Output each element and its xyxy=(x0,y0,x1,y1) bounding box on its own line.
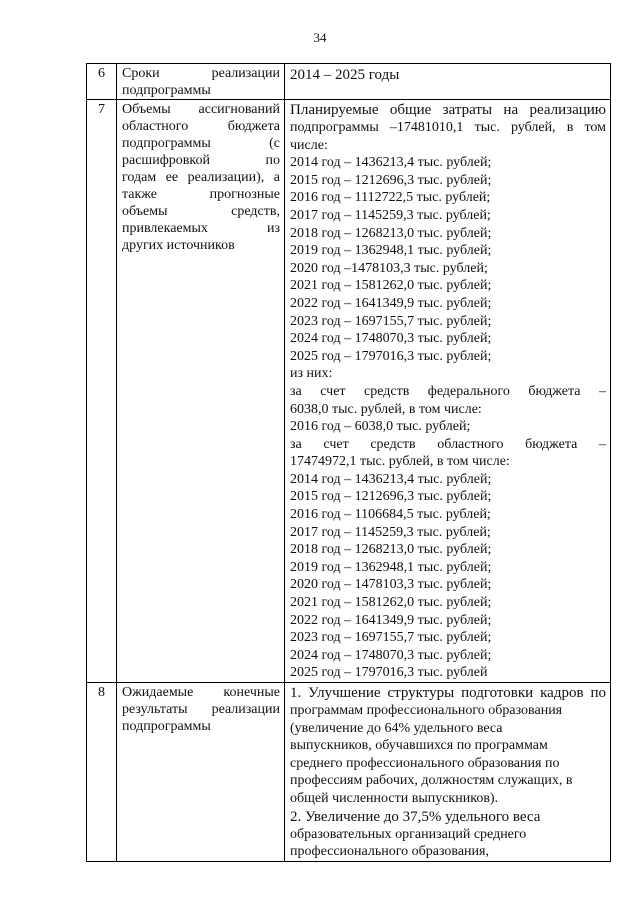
label-line: также прогнозные xyxy=(122,187,280,202)
content-line: 2. Увеличение до 37,5% удельного веса xyxy=(290,808,541,825)
content-line: 17474972,1 тыс. рублей, в том числе: xyxy=(290,454,510,470)
row-number: 7 xyxy=(87,100,117,683)
content-line: числе: xyxy=(290,137,328,153)
label-line: расшифровкой по xyxy=(122,153,280,168)
label-line: подпрограммы xyxy=(122,719,211,734)
label-line: подпрограммы xyxy=(122,83,211,98)
content-line: 2015 год – 1212696,3 тыс. рублей; xyxy=(290,489,492,505)
content-line: 2024 год – 1748070,3 тыс. рублей; xyxy=(290,331,492,347)
label-line: объемы средств, xyxy=(122,204,280,219)
subprogram-passport-table xyxy=(86,63,611,862)
table-row xyxy=(87,683,611,862)
content-line: 2014 год – 1436213,4 тыс. рублей; xyxy=(290,155,492,171)
label-line: годам ее реализации), а xyxy=(122,170,280,185)
content-line: из них: xyxy=(290,366,333,382)
row-label xyxy=(117,100,285,683)
content-line: профессиям рабочих, должностям служащих, в xyxy=(290,773,573,789)
content-line: 6038,0 тыс. рублей, в том числе: xyxy=(290,401,482,417)
row-content xyxy=(285,683,611,862)
row-number: 8 xyxy=(87,683,117,862)
content-line: 2024 год – 1748070,3 тыс. рублей; xyxy=(290,647,492,663)
content-line: среднего профессионального образования по xyxy=(290,755,560,771)
content-line: 2023 год – 1697155,7 тыс. рублей; xyxy=(290,630,492,646)
content-line: профессионального образования, xyxy=(290,844,489,860)
row-number: 6 xyxy=(87,64,117,100)
content-line: Планируемые общие затраты на реализацию xyxy=(290,102,606,118)
content-line: 2015 год – 1212696,3 тыс. рублей; xyxy=(290,172,492,188)
content-line: 2019 год – 1362948,1 тыс. рублей; xyxy=(290,559,492,575)
content-line: 2017 год – 1145259,3 тыс. рублей; xyxy=(290,207,491,223)
content-line: 2019 год – 1362948,1 тыс. рублей; xyxy=(290,243,492,259)
content-line: 2014 год – 1436213,4 тыс. рублей; xyxy=(290,471,492,487)
content-line: 2016 год – 6038,0 тыс. рублей; xyxy=(290,419,471,435)
row-content xyxy=(285,100,611,683)
content-line: 2016 год – 1106684,5 тыс. рублей; xyxy=(290,507,491,523)
content-line: 1. Улучшение структуры подготовки кадров по xyxy=(290,685,606,701)
content-line: 2025 год – 1797016,3 тыс. рублей xyxy=(290,665,488,681)
label-line: подпрограммы (с xyxy=(122,136,280,151)
content-line: общей численности выпускников). xyxy=(290,790,499,806)
content-line: 2018 год – 1268213,0 тыс. рублей; xyxy=(290,225,492,241)
content-line: 2020 год – 1478103,3 тыс. рублей; xyxy=(290,577,492,593)
label-line: результаты реализации xyxy=(122,702,280,717)
content-line: 2018 год – 1268213,0 тыс. рублей; xyxy=(290,542,492,558)
content-line: подпрограммы –17481010,1 тыс. рублей, в том xyxy=(290,120,606,135)
content-line: 2021 год – 1581262,0 тыс. рублей; xyxy=(290,595,492,611)
content-line: 2017 год – 1145259,3 тыс. рублей; xyxy=(290,524,491,540)
table-row xyxy=(87,64,611,100)
table-row xyxy=(87,100,611,683)
label-line: Ожидаемые конечные xyxy=(122,685,280,700)
content-line: выпускников, обучавшихся по программам xyxy=(290,738,548,754)
content-line: за счет средств федерального бюджета – xyxy=(290,383,606,399)
content-line: 2021 год – 1581262,0 тыс. рублей; xyxy=(290,278,492,294)
row-label xyxy=(117,64,285,100)
content-line: 2020 год –1478103,3 тыс. рублей; xyxy=(290,260,488,276)
content-line: 2016 год – 1112722,5 тыс. рублей; xyxy=(290,190,491,206)
label-line: других источников xyxy=(122,238,235,253)
label-line: привлекаемых из xyxy=(122,221,280,236)
label-line: областного бюджета xyxy=(122,119,280,134)
content-line: 2022 год – 1641349,9 тыс. рублей; xyxy=(290,612,492,628)
label-line: Сроки реализации xyxy=(122,66,280,81)
content-line: 2014 – 2025 годы xyxy=(290,67,400,83)
content-line: за счет средств областного бюджета – xyxy=(290,436,606,452)
label-line: Объемы ассигнований xyxy=(122,102,280,117)
content-line: (увеличение до 64% удельного веса xyxy=(290,720,503,736)
content-line: 2023 год – 1697155,7 тыс. рублей; xyxy=(290,313,492,329)
row-content xyxy=(285,64,611,100)
content-line: 2022 год – 1641349,9 тыс. рублей; xyxy=(290,295,492,311)
row-label xyxy=(117,683,285,862)
content-line: программам профессионального образования xyxy=(290,703,563,718)
content-line: образовательных организаций среднего xyxy=(290,826,527,842)
page-number: 34 xyxy=(313,30,327,45)
content-line: 2025 год – 1797016,3 тыс. рублей; xyxy=(290,348,492,364)
